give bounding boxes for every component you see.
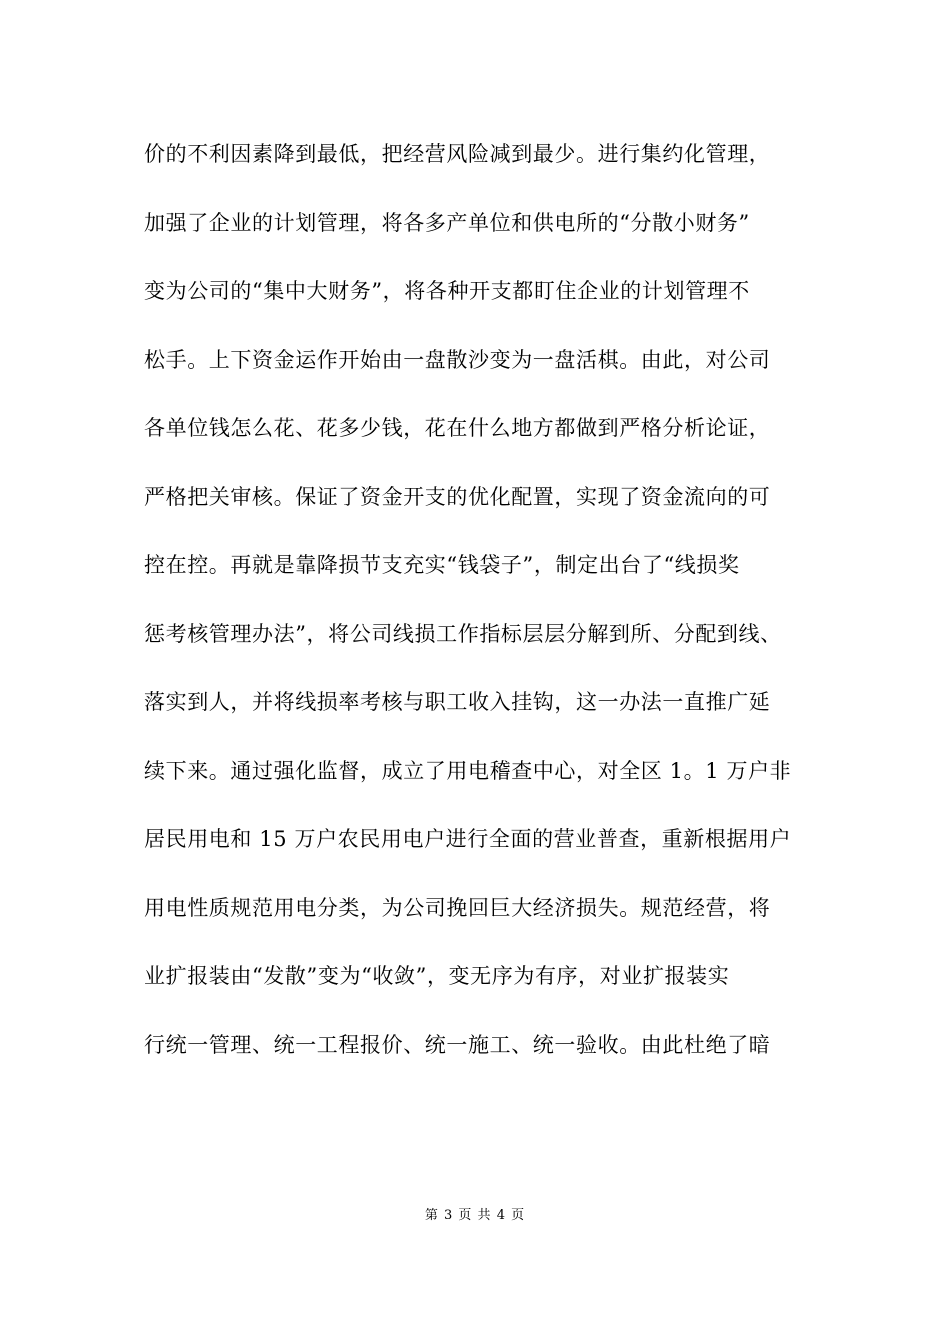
text-line-2: 加强了企业的计划管理，将各多产单位和供电所的“分散小财务”	[144, 210, 750, 235]
text-line-12: 用电性质规范用电分类，为公司挽回巨大经济损失。规范经营，将	[144, 895, 771, 920]
text-line-8: 惩考核管理办法”，将公司线损工作指标层层分解到所、分配到线、	[144, 621, 782, 646]
text-line-3: 变为公司的“集中大财务”，将各种开支都盯住企业的计划管理不	[144, 279, 750, 303]
text-line-7: 控在控。再就是靠降损节支充实“钱袋子”，制定出台了“线损奖	[144, 553, 740, 577]
text-line-13: 业扩报装由“发散”变为“收敛”，变无序为有序，对业扩报装实	[144, 964, 730, 988]
text-line-9: 落实到人，并将线损率考核与职工收入挂钩，这一办法一直推广延	[144, 690, 771, 714]
body-text	[144, 132, 824, 1091]
text-line-1: 价的不利因素降到最低，把经营风险减到最少。进行集约化管理，	[144, 142, 771, 166]
text-line-11: 居民用电和 15 万户农民用电户进行全面的营业普查，重新根据用户	[144, 827, 792, 851]
text-line-10: 续下来。通过强化监督，成立了用电稽查中心，对全区 1。1 万户非	[144, 758, 792, 783]
page-number-footer: 第 3 页 共 4 页	[424, 1208, 526, 1223]
text-line-4: 松手。上下资金运作开始由一盘散沙变为一盘活棋。由此，对公司	[144, 347, 771, 372]
text-line-5: 各单位钱怎么花、花多少钱，花在什么地方都做到严格分析论证，	[144, 416, 771, 440]
text-line-6: 严格把关审核。保证了资金开支的优化配置，实现了资金流向的可	[144, 484, 771, 509]
text-line-14: 行统一管理、统一工程报价、统一施工、统一验收。由此杜绝了暗	[144, 1032, 771, 1057]
